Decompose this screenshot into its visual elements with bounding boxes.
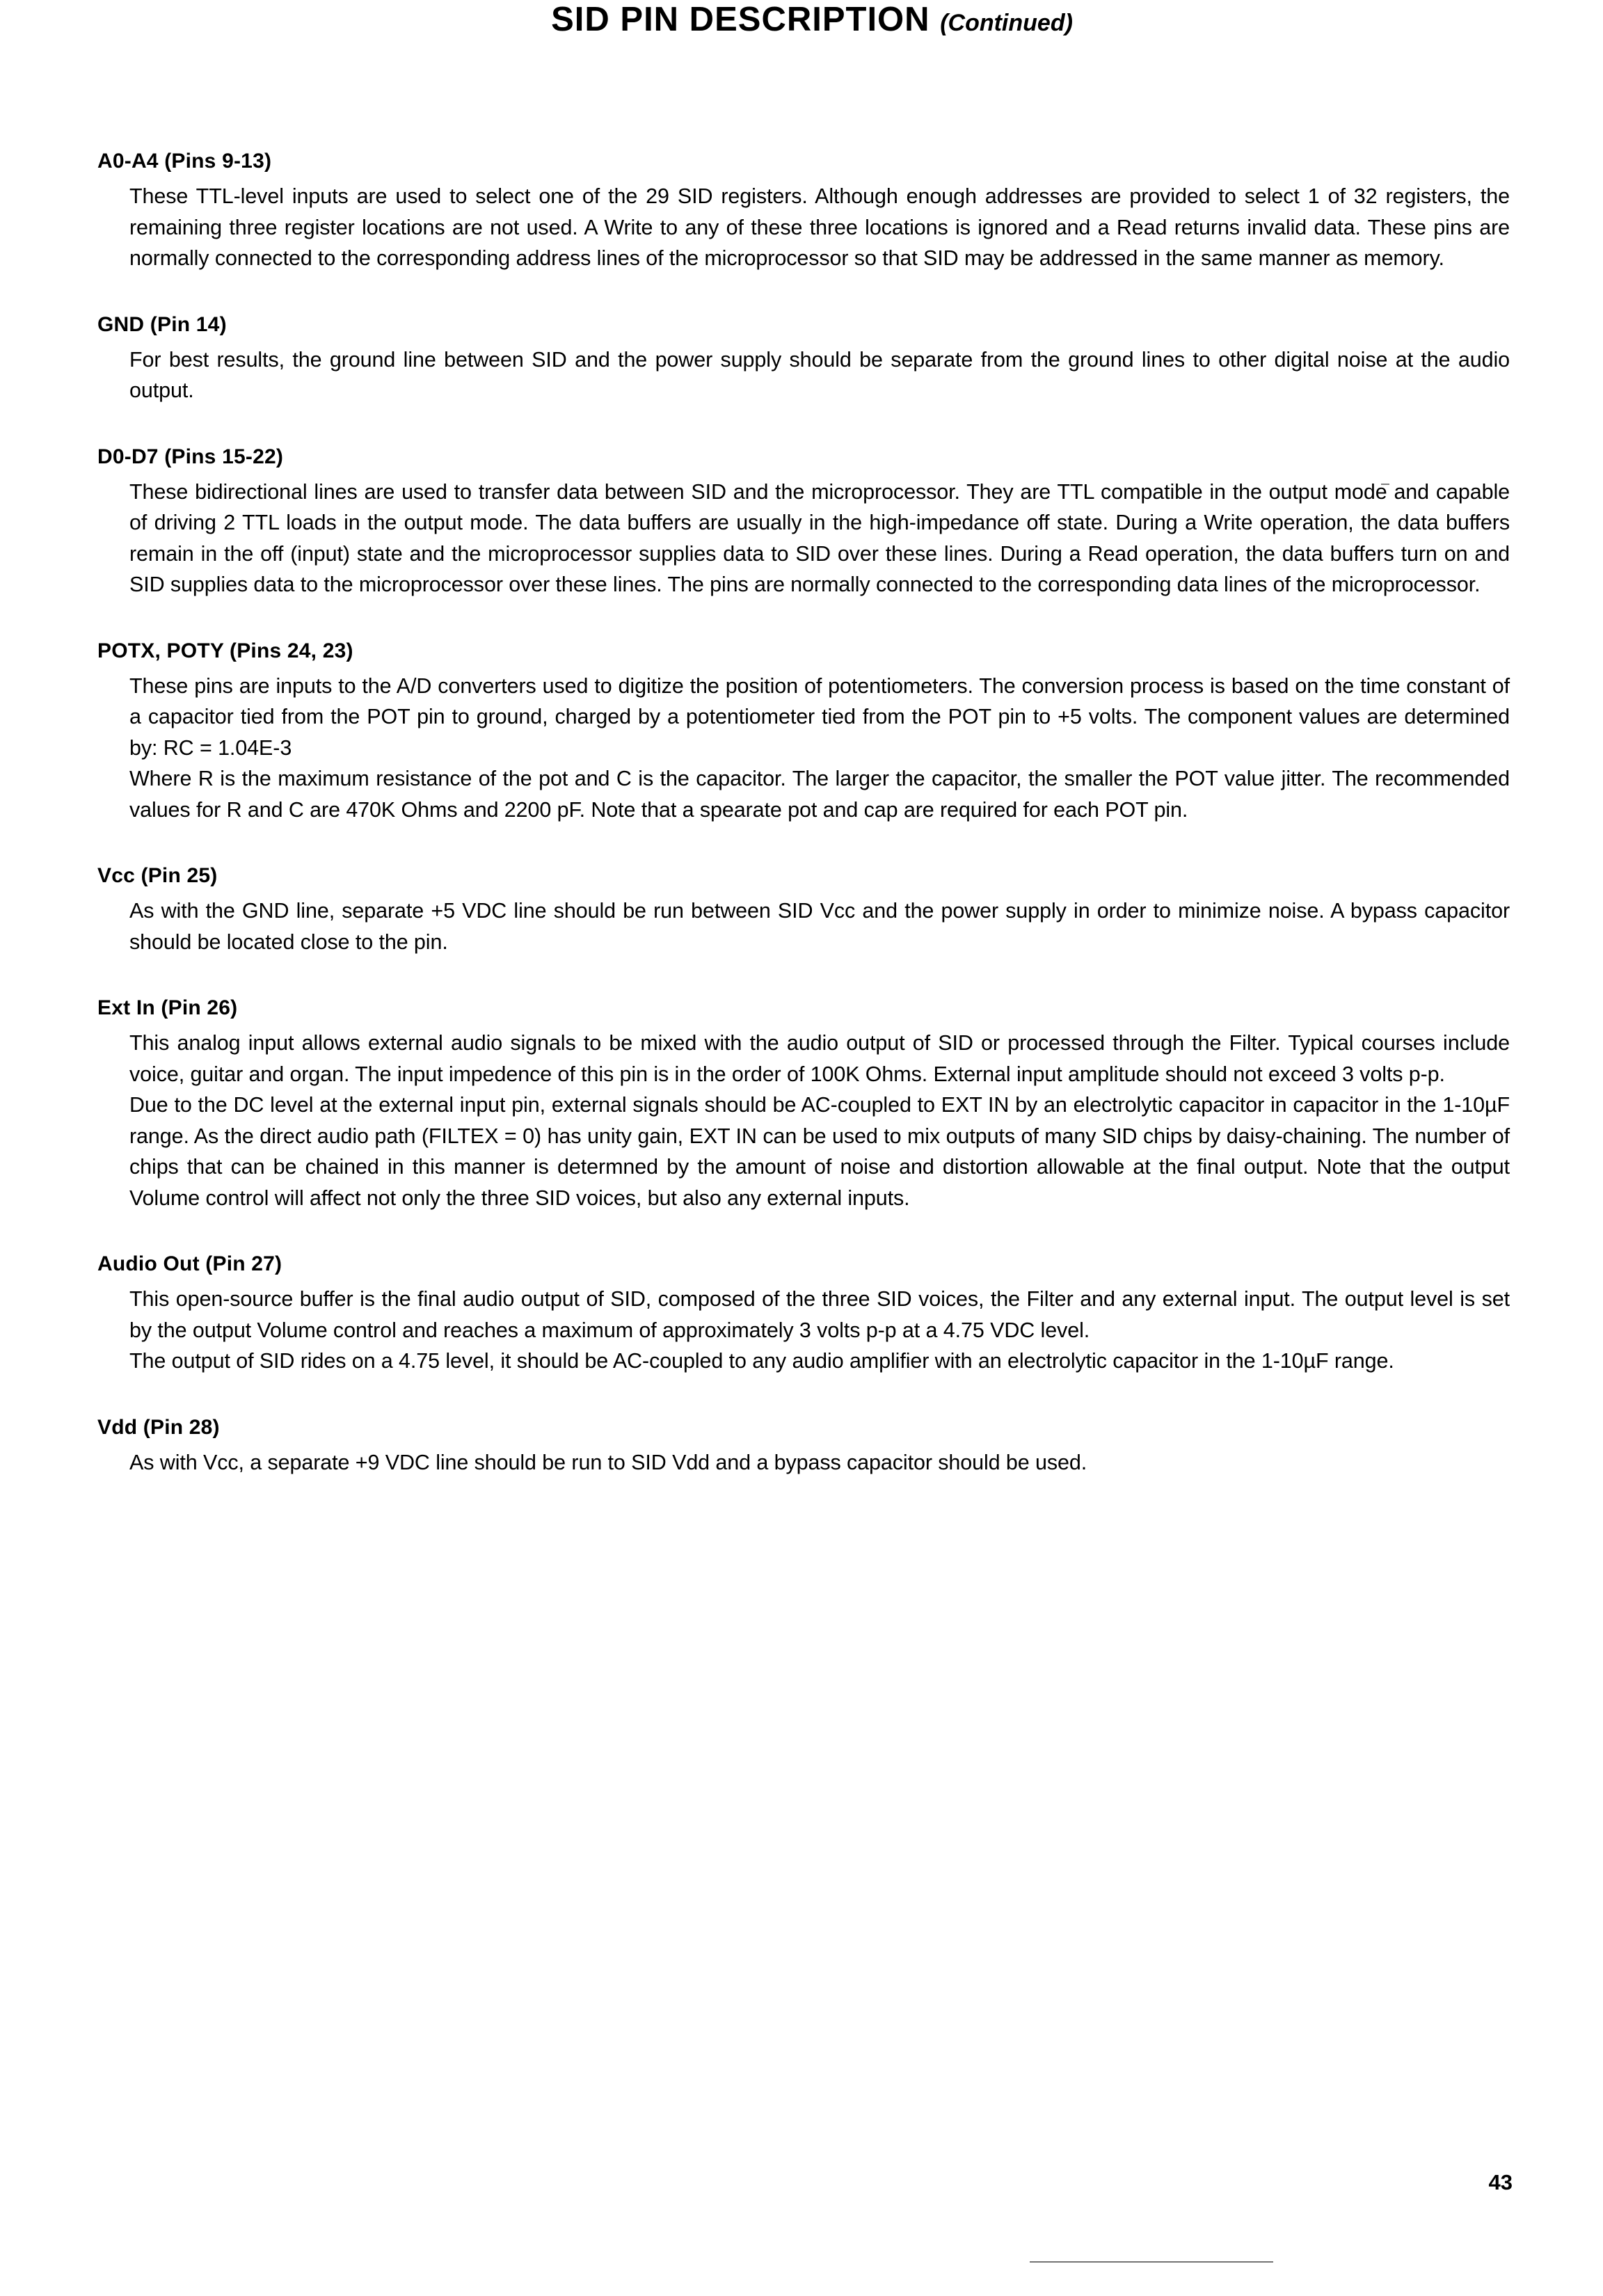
section-body: [97, 477, 1510, 600]
section-heading: A0-A4 (Pins 9-13): [97, 150, 272, 173]
section-a0-a4: [97, 150, 1510, 274]
section-d0-d7: [97, 445, 1510, 600]
document-body: [97, 150, 1510, 1478]
section-heading: POTX, POTY (Pins 24, 23): [97, 639, 353, 662]
paragraph: This open-source buffer is the final audio output of SID, composed of the three SID voices, the Filter and any external input. The output level is set by the output Volume control and reaches a maximum of approximately 3 volts p-p at a 4.75 VDC level.: [129, 1287, 1510, 1342]
paragraph: Due to the DC level at the external input pin, external signals should be AC-coupled to EXT IN by an electrolytic capacitor in capacitor in the 1-10µF range. As the direct audio path (FILTEX = 0) has unity gain, EXT IN can be used to mix outputs of many SID chips by daisy-chaining. The number of chips that can be chained in this manner is determned by the amount of noise and distortion allowable at the final output. Note that the output Volume control will affect not only the three SID voices, but also any external inputs.: [129, 1093, 1510, 1210]
section-body: [97, 344, 1510, 406]
section-heading: D0-D7 (Pins 15-22): [97, 445, 284, 468]
paragraph: These bidirectional lines are used to transfer data between SID and the microprocessor. They are TTL compatible in the output mode and capable of driving 2 TTL loads in the output mode. The data buffers are usually in the high-impedance off state. During a Write operation, the data buffers remain in the off (input) state and the microprocessor supplies data to SID over these lines. During a Read operation, the data buffers turn on and SID supplies data to the microprocessor over these lines. The pins are normally connected to the corresponding data lines of the microprocessor.: [129, 479, 1510, 596]
paragraph: As with the GND line, separate +5 VDC line should be run between SID Vcc and the power supply in order to minimize noise. A bypass capacitor should be located close to the pin.: [129, 899, 1510, 954]
section-gnd: [97, 313, 1510, 406]
section-vcc: [97, 864, 1510, 957]
section-body: [97, 1447, 1510, 1478]
page-title-main: SID PIN DESCRIPTION: [551, 1, 930, 38]
paragraph: For best results, the ground line between SID and the power supply should be separate from the ground lines to other digital noise at the audio output.: [129, 347, 1510, 402]
section-potx-poty: [97, 639, 1510, 826]
section-heading: Vdd (Pin 28): [97, 1415, 220, 1439]
paragraph: The output of SID rides on a 4.75 level, it should be AC-coupled to any audio amplifier with an electrolytic capacitor in the 1-10µF range.: [129, 1349, 1394, 1373]
section-ext-in: [97, 996, 1510, 1213]
section-vdd: [97, 1416, 1510, 1478]
section-body: [97, 181, 1510, 274]
page-title: [0, 0, 1603, 39]
page-number: 43: [1488, 2170, 1513, 2194]
paragraph: Where R is the maximum resistance of the pot and C is the capacitor. The larger the capacitor, the smaller the POT value jitter. The recommended values for R and C are 470K Ohms and 2200 pF. Note that a spearate pot and cap are required for each POT pin.: [129, 767, 1510, 822]
section-body: [97, 895, 1510, 957]
paragraph: As with Vcc, a separate +9 VDC line should be run to SID Vdd and a bypass capacitor should be used.: [129, 1450, 1087, 1474]
page-title-continued: (Continued): [940, 10, 1073, 36]
paragraph: These pins are inputs to the A/D converters used to digitize the position of potentiometers. The conversion process is based on the time constant of a capacitor tied from the POT pin to ground, charged by a potentiometer tied from the POT pin to +5 volts. The component values are determined by: RC = 1.04E-3: [129, 673, 1510, 760]
page-bottom-rule: [1030, 2261, 1273, 2263]
section-body: [97, 1284, 1510, 1377]
section-heading: Ext In (Pin 26): [97, 996, 238, 1019]
paragraph: This analog input allows external audio signals to be mixed with the audio output of SID or processed through the Filter. Typical courses include voice, guitar and organ. The input impedence of this pin is in the order of 100K Ohms. External input amplitude should not exceed 3 volts p-p.: [129, 1031, 1510, 1086]
section-body: [97, 671, 1510, 826]
paragraph: These TTL-level inputs are used to select one of the 29 SID registers. Although enough addresses are provided to select 1 of 32 registers, the remaining three register locations are not used. A Write to any of these three locations is ignored and a Read returns invalid data. These pins are normally connected to the corresponding address lines of the microprocessor so that SID may be addressed in the same manner as memory.: [129, 184, 1510, 270]
section-audio-out: [97, 1252, 1510, 1377]
section-heading: Vcc (Pin 25): [97, 864, 218, 887]
section-heading: GND (Pin 14): [97, 312, 227, 336]
section-body: [97, 1028, 1510, 1213]
section-heading: Audio Out (Pin 27): [97, 1252, 282, 1275]
